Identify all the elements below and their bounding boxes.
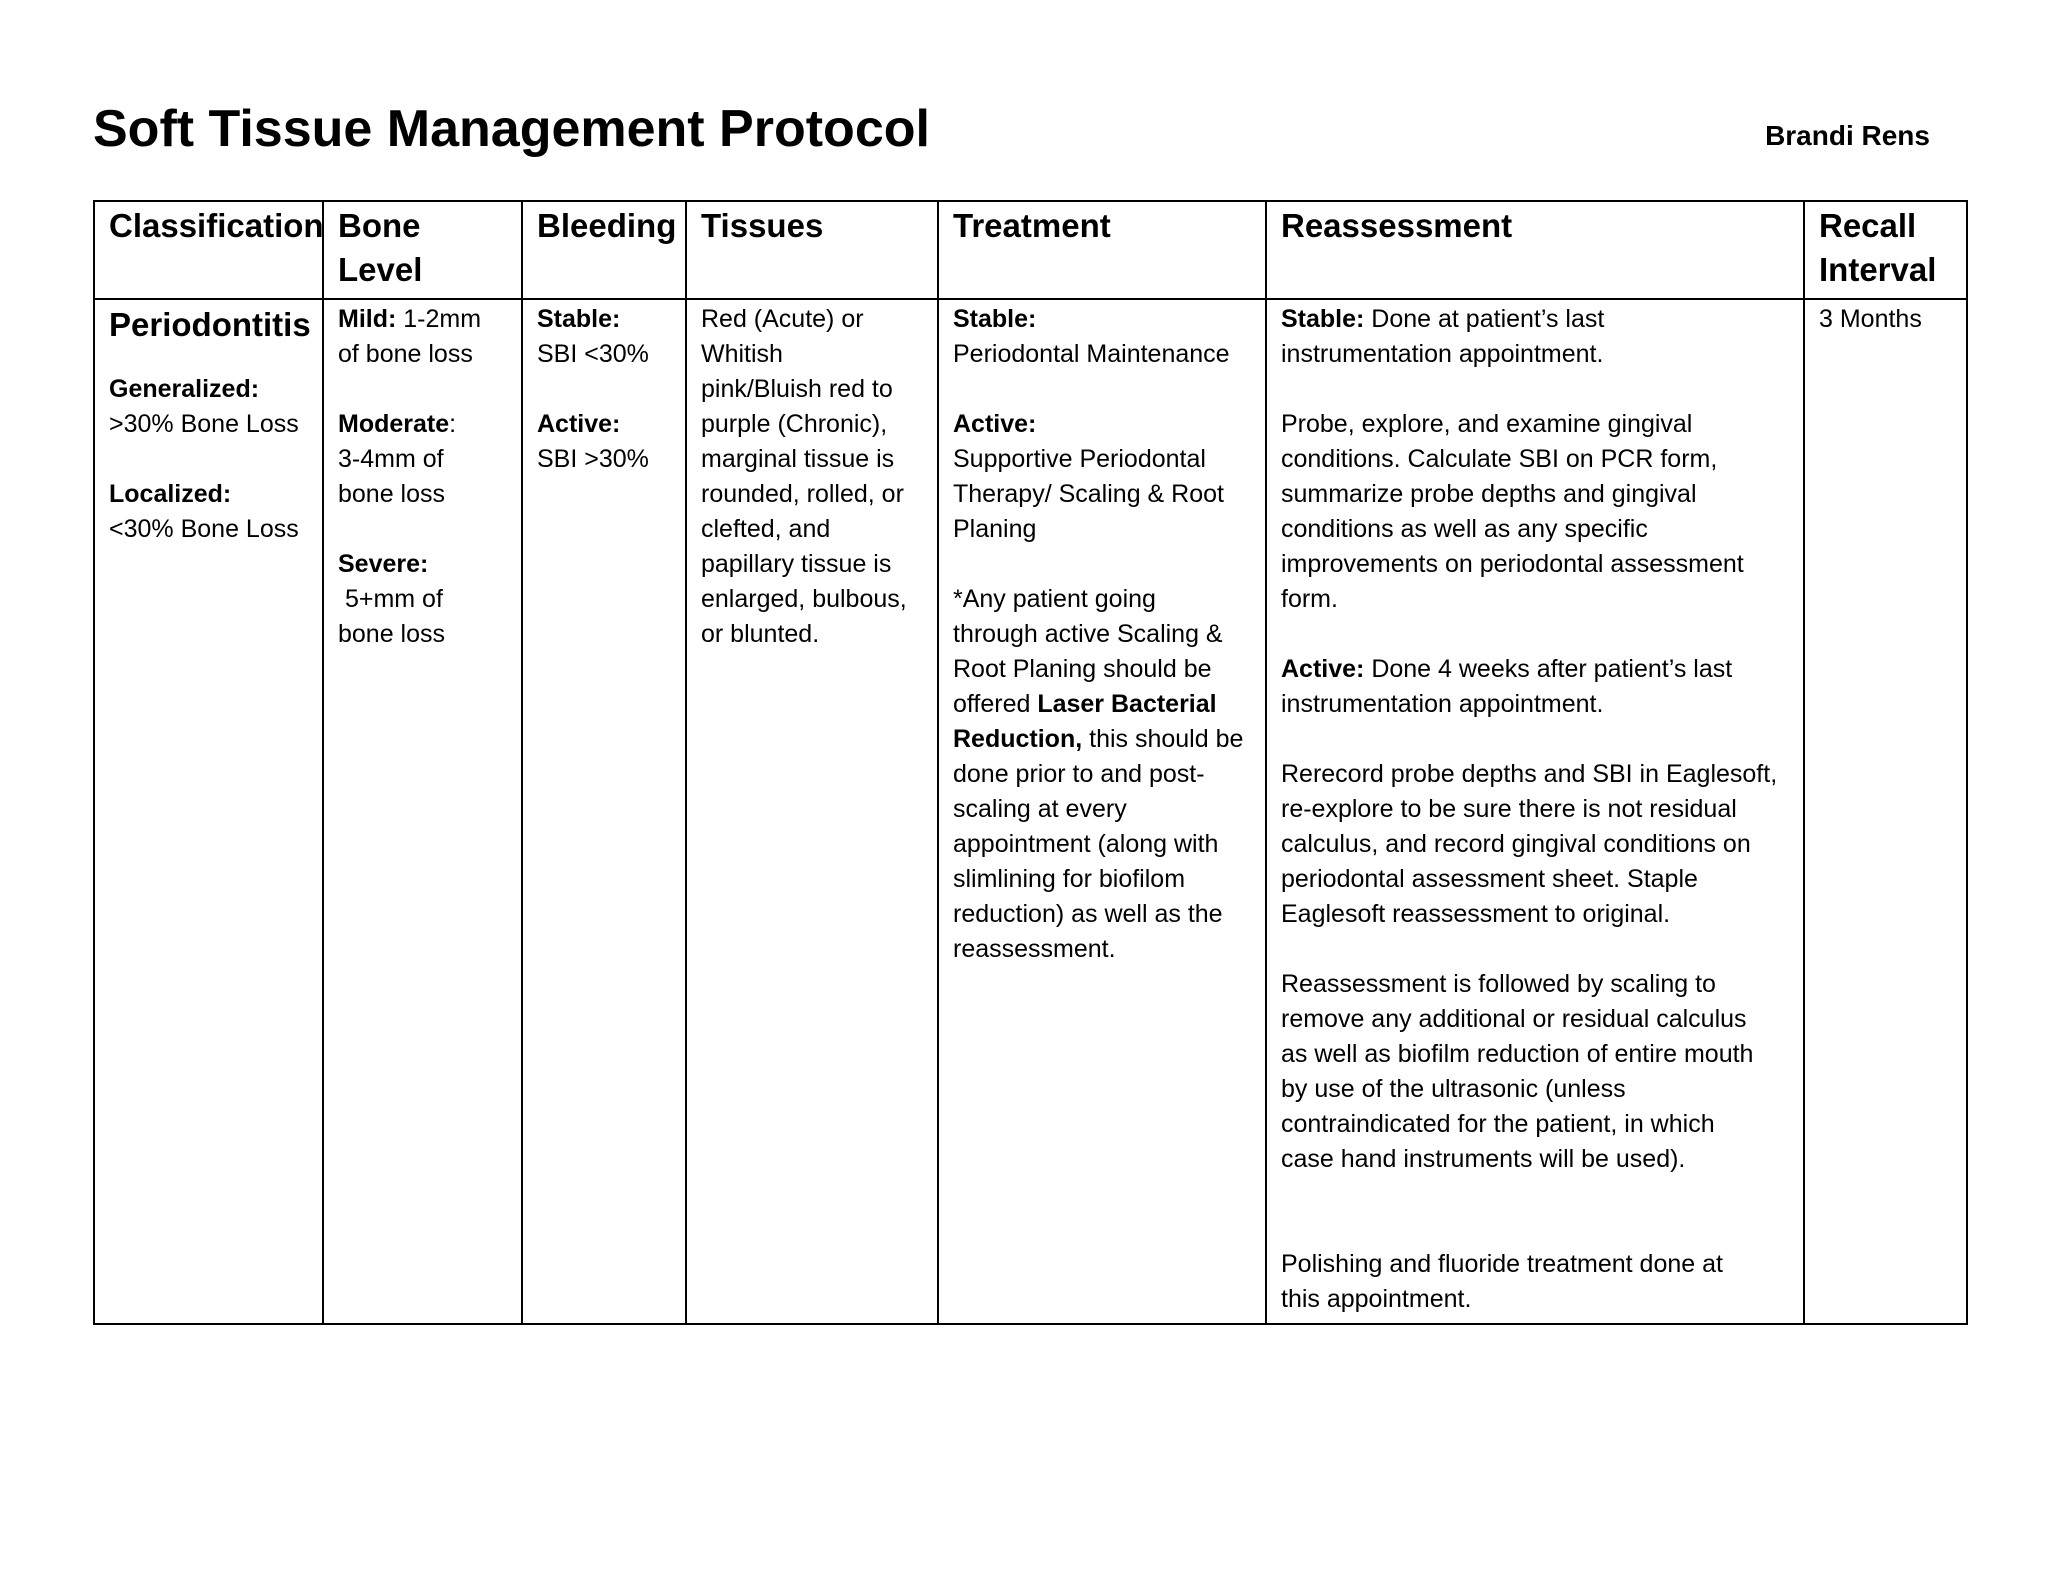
reassessment-para2-line: periodontal assessment sheet. Staple	[1281, 865, 1698, 893]
bone-severe: Severe:	[338, 550, 429, 578]
tissues-line: pink/Bluish red to	[701, 375, 893, 403]
treatment-note-reduction: Reduction, this should be	[953, 725, 1244, 753]
tissues-line: or blunted.	[701, 620, 820, 648]
bone-severe-detail-2: bone loss	[338, 620, 446, 648]
reassessment-active-line: instrumentation appointment.	[1281, 690, 1604, 718]
reassessment-para1-line: conditions as well as any specific	[1281, 515, 1648, 543]
cell-classification	[94, 299, 323, 1324]
treatment-note-line: through active Scaling &	[953, 620, 1223, 648]
reassessment-para3-line: contraindicated for the patient, in which	[1281, 1110, 1715, 1138]
reassessment-para3-line: Reassessment is followed by scaling to	[1281, 970, 1716, 998]
bone-moderate-detail-2: bone loss	[338, 480, 446, 508]
treatment-note-line: appointment (along with	[953, 830, 1219, 858]
cell-bleeding	[522, 299, 686, 1324]
bone-mild: Mild: 1-2mm	[338, 305, 482, 333]
treatment-active-line: Planing	[953, 515, 1037, 543]
reassessment-para2-line: Eaglesoft reassessment to original.	[1281, 900, 1671, 928]
tissues-line: marginal tissue is	[701, 445, 895, 473]
bone-moderate: Moderate:	[338, 410, 457, 438]
cell-tissues	[686, 299, 938, 1324]
bleeding-active-label: Active:	[537, 410, 621, 438]
reassessment-para3-line: remove any additional or residual calculus	[1281, 1005, 1747, 1033]
header-treatment: Treatment	[938, 201, 1266, 299]
treatment-active-line: Therapy/ Scaling & Root	[953, 480, 1224, 508]
treatment-note-line: reassessment.	[953, 935, 1116, 963]
header-bone-level: Bone Level	[323, 201, 522, 299]
bone-severe-detail-1: 5+mm of	[338, 585, 443, 613]
tissues-line: enlarged, bulbous,	[701, 585, 907, 613]
reassessment-para1-line: improvements on periodontal assessment	[1281, 550, 1744, 578]
reassessment-para4-line: Polishing and fluoride treatment done at	[1281, 1250, 1723, 1278]
cell-treatment	[938, 299, 1266, 1324]
reassessment-para2-line: Rerecord probe depths and SBI in Eaglesoft,	[1281, 760, 1778, 788]
header-recall-interval	[1804, 201, 1967, 299]
reassessment-para2-line: calculus, and record gingival conditions on	[1281, 830, 1751, 858]
reassessment-para1-line: summarize probe depths and gingival	[1281, 480, 1697, 508]
treatment-note-offered: offered Laser Bacterial	[953, 690, 1217, 718]
tissues-line: purple (Chronic),	[701, 410, 888, 438]
header-tissues: Tissues	[686, 201, 938, 299]
treatment-note-line: *Any patient going	[953, 585, 1156, 613]
reassessment-para3-line: case hand instruments will be used).	[1281, 1145, 1686, 1173]
treatment-note-line: slimlining for biofilom	[953, 865, 1186, 893]
recall-interval-value: 3 Months	[1819, 305, 1922, 333]
tissues-line: clefted, and	[701, 515, 831, 543]
reassessment-para1-line: conditions. Calculate SBI on PCR form,	[1281, 445, 1718, 473]
bleeding-stable-label: Stable:	[537, 305, 621, 333]
cell-bone-level	[323, 299, 522, 1324]
generalized-value: >30% Bone Loss	[109, 410, 299, 438]
header-recall-line-1: Recall	[1819, 207, 1917, 244]
tissues-line: rounded, rolled, or	[701, 480, 904, 508]
table-header-row	[94, 201, 1967, 299]
localized-value: <30% Bone Loss	[109, 515, 299, 543]
protocol-table	[93, 200, 1968, 1325]
header-reassessment: Reassessment	[1266, 201, 1804, 299]
reassessment-para3-line: as well as biofilm reduction of entire mouth	[1281, 1040, 1754, 1068]
treatment-stable-label: Stable:	[953, 305, 1037, 333]
reassessment-para1-line: form.	[1281, 585, 1338, 613]
header-classification: Classification	[94, 201, 323, 299]
reassessment-active: Active: Done 4 weeks after patient’s last	[1281, 655, 1733, 683]
reassessment-para1-line: Probe, explore, and examine gingival	[1281, 410, 1693, 438]
bleeding-active-value: SBI >30%	[537, 445, 649, 473]
reassessment-para2-line: re-explore to be sure there is not residual	[1281, 795, 1737, 823]
header-recall-line-2: Interval	[1819, 251, 1937, 288]
bone-mild-detail: of bone loss	[338, 340, 473, 368]
generalized-label: Generalized:	[109, 375, 260, 403]
reassessment-stable: Stable: Done at patient’s last	[1281, 305, 1605, 333]
classification-main: Periodontitis	[109, 306, 311, 343]
tissues-line: papillary tissue is	[701, 550, 892, 578]
treatment-active-line: Supportive Periodontal	[953, 445, 1206, 473]
treatment-note-line: reduction) as well as the	[953, 900, 1223, 928]
treatment-note-line: done prior to and post-	[953, 760, 1205, 788]
reassessment-para3-line: by use of the ultrasonic (unless	[1281, 1075, 1626, 1103]
table-row	[94, 299, 1967, 1324]
header-bleeding: Bleeding	[522, 201, 686, 299]
treatment-stable-value: Periodontal Maintenance	[953, 340, 1230, 368]
treatment-note-line: scaling at every	[953, 795, 1127, 823]
tissues-line: Whitish	[701, 340, 783, 368]
reassessment-para4-line: this appointment.	[1281, 1285, 1472, 1313]
treatment-active-label: Active:	[953, 410, 1037, 438]
tissues-line: Red (Acute) or	[701, 305, 864, 333]
page-title: Soft Tissue Management Protocol	[93, 100, 930, 158]
bleeding-stable-value: SBI <30%	[537, 340, 649, 368]
author-name: Brandi Rens	[1765, 120, 1930, 151]
bone-moderate-detail-1: 3-4mm of	[338, 445, 444, 473]
localized-label: Localized:	[109, 480, 232, 508]
reassessment-stable-line: instrumentation appointment.	[1281, 340, 1604, 368]
cell-recall-interval	[1804, 299, 1967, 1324]
treatment-note-line: Root Planing should be	[953, 655, 1212, 683]
cell-reassessment	[1266, 299, 1804, 1324]
